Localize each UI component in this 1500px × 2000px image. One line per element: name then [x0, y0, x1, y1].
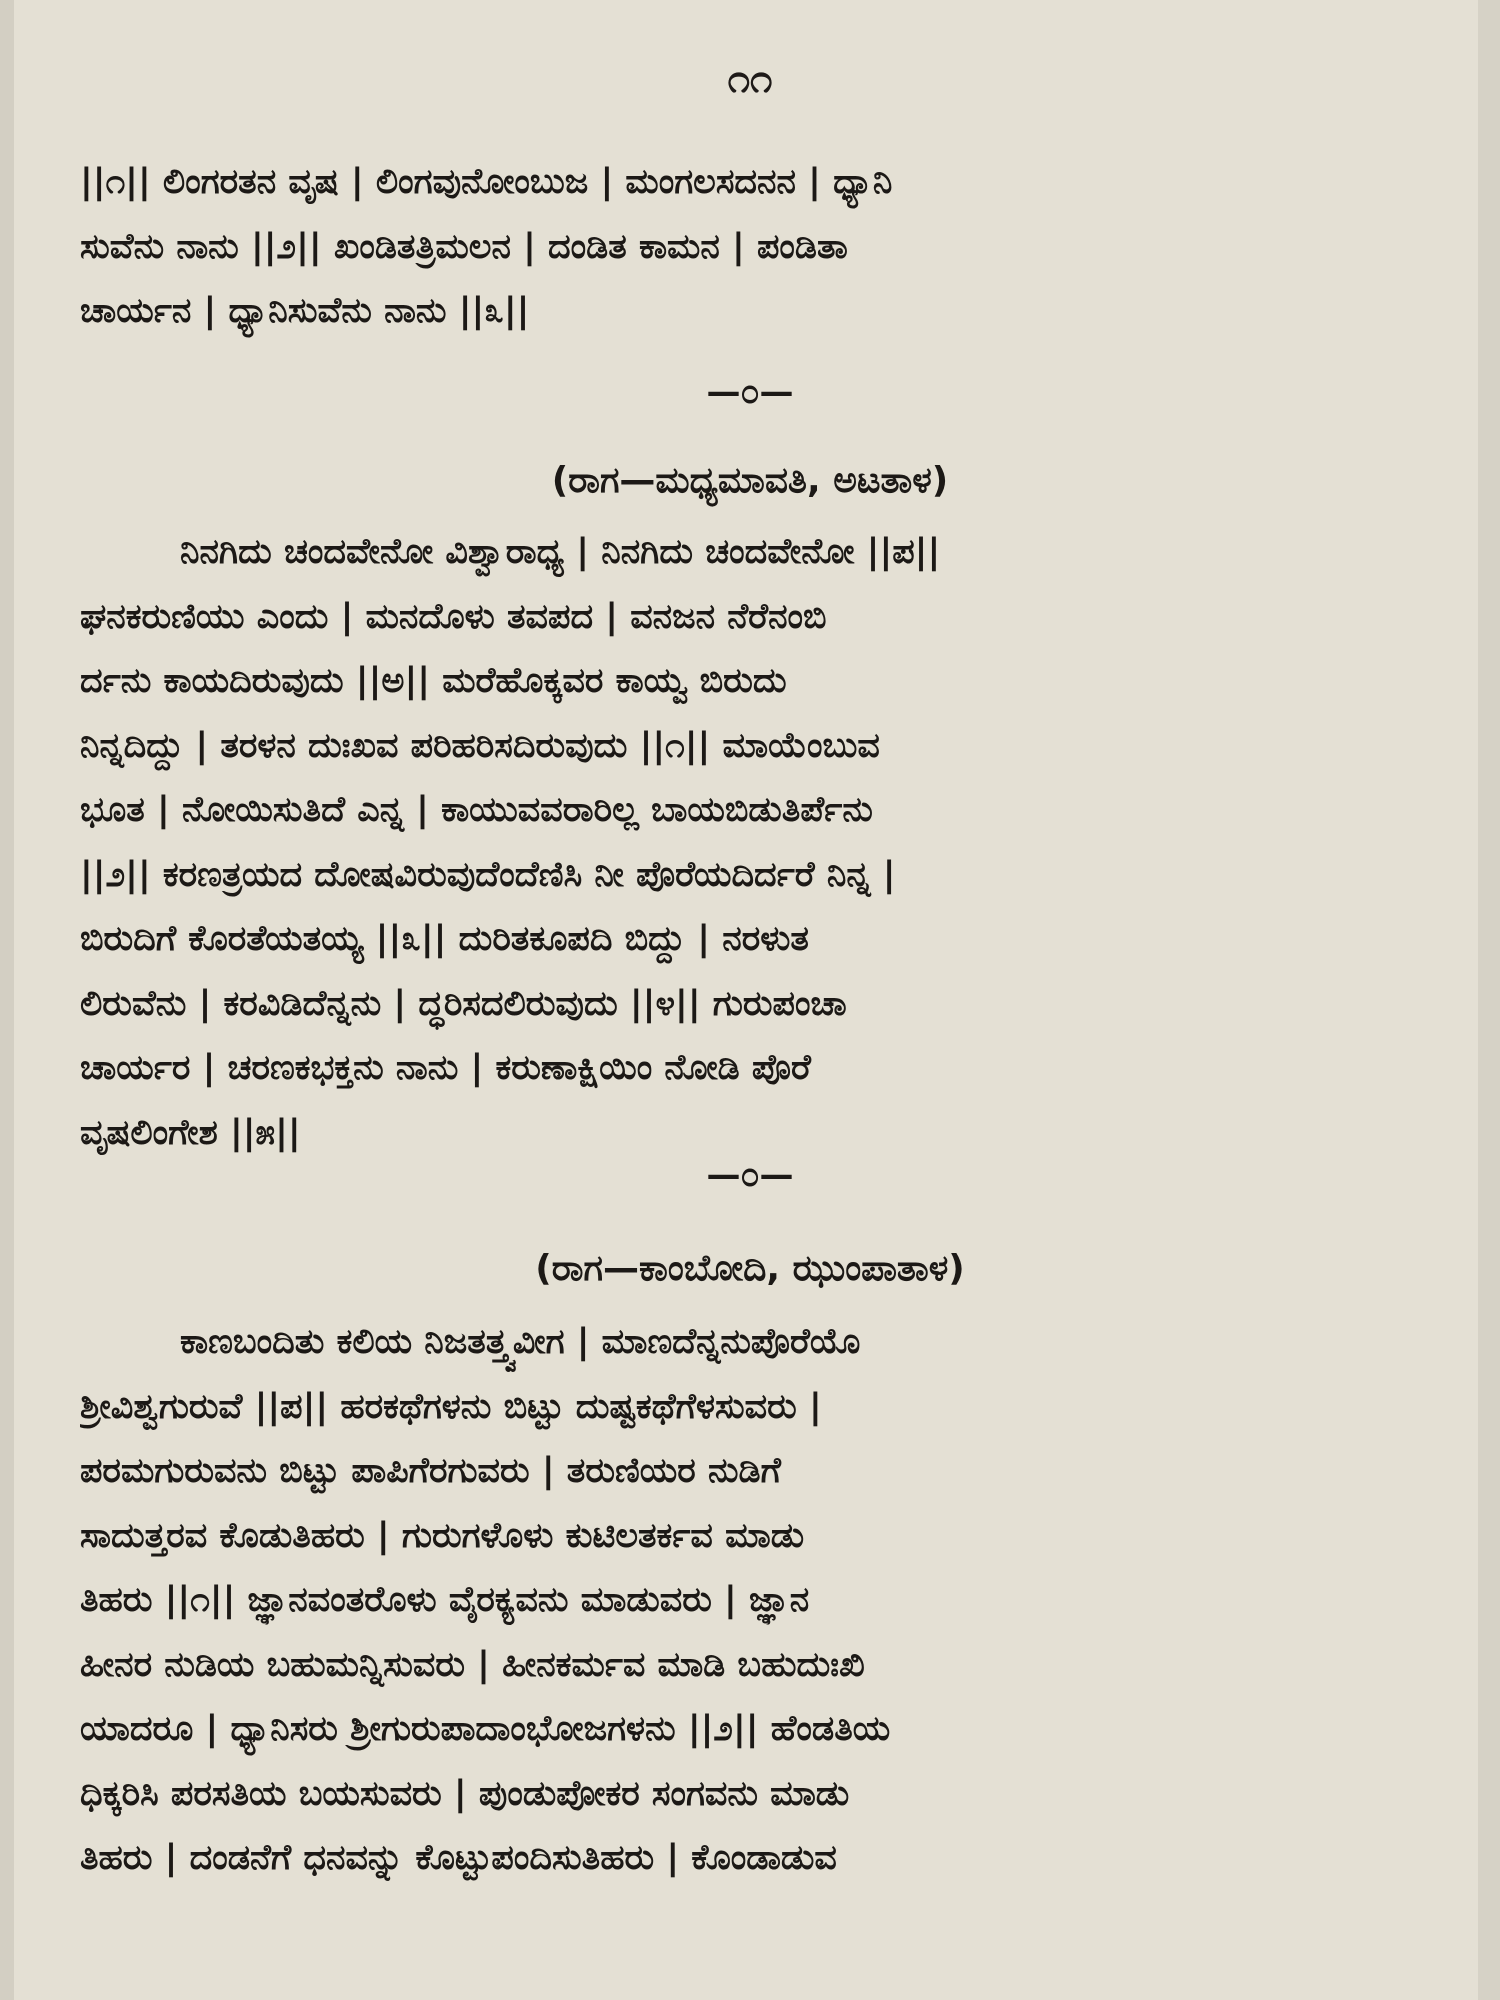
verse-block-1 — [80, 150, 1440, 344]
section-divider: —೦— — [706, 1155, 794, 1195]
verse-block-3 — [80, 1310, 1440, 1891]
verse-line: ಪರಮಗುರುವನು ಬಿಟ್ಟು ಪಾಪಿಗೆರಗುವರು | ತರುಣಿಯರ ನುಡಿಗೆ — [80, 1451, 781, 1491]
verse-line: ನಿನ್ನದಿದ್ದು | ತರಳನ ದುಃಖವ ಪರಿಹರಿಸದಿರುವುದು ||೧|| ಮಾಯೆಂಬುವ — [80, 725, 880, 766]
verse-line: ಘನಕರುಣಿಯು ಎಂದು | ಮನದೊಳು ತವಪದ | ವನಜನ ನೆರೆನಂಬಿ — [80, 596, 827, 637]
raga-heading: (ರಾಗ—ಮಧ್ಯಮಾವತಿ, ಅಟತಾಳ) — [551, 460, 949, 501]
verse-line: ರ್ದನು ಕಾಯದಿರುವುದು ||ಅ|| ಮರೆಹೊಕ್ಕವರ ಕಾಯ್ವ ಬಿರುದು — [80, 661, 787, 701]
verse-line: ಕಾಣಬಂದಿತು ಕಲಿಯ ನಿಜತತ್ತ್ವವೀಗ | ಮಾಣದೆನ್ನನುಪೊರೆಯೊ — [180, 1322, 861, 1362]
page-number: ೧೧ — [727, 56, 773, 102]
verse-line: ಸುವೆನು ನಾನು ||೨|| ಖಂಡಿತತ್ರಿಮಲನ | ದಂಡಿತ ಕಾಮನ | ಪಂಡಿತಾ — [80, 226, 848, 267]
verse-line: ಹೀನರ ನುಡಿಯ ಬಹುಮನ್ನಿಸುವರು | ಹೀನಕರ್ಮವ ಮಾಡಿ ಬಹುದುಃಖಿ — [80, 1644, 865, 1685]
verse-line: ಸಾದುತ್ತರವ ಕೊಡುತಿಹರು | ಗುರುಗಳೊಳು ಕುಟಿಲತರ್ಕವ ಮಾಡು — [80, 1515, 805, 1556]
verse-line: ತಿಹರು ||೧|| ಜ್ಞಾನವಂತರೊಳು ವೈರಕ್ಯವನು ಮಾಡುವರು | ಜ್ಞಾನ — [80, 1580, 810, 1620]
verse-line: ಚಾರ್ಯನ | ಧ್ಯಾನಿಸುವೆನು ನಾನು ||೩|| — [80, 291, 530, 331]
verse-line: ಯಾದರೂ | ಧ್ಯಾನಿಸರು ಶ್ರೀಗುರುಪಾದಾಂಭೋಜಗಳನು ||೨|| ಹೆಂಡತಿಯ — [80, 1709, 891, 1749]
verse-block-2 — [80, 520, 1440, 1165]
verse-line: ||೧|| ಲಿಂಗರತನ ವೃಷ | ಲಿಂಗವುನೋಂಬುಜ | ಮಂಗಲಸದನನ | ಧ್ಯಾನಿ — [80, 162, 893, 202]
verse-line: ತಿಹರು | ದಂಡನೆಗೆ ಧನವನ್ನು ಕೊಟ್ಟುಪಂದಿಸುತಿಹರು | ಕೊಂಡಾಡುವ — [80, 1838, 837, 1878]
verse-line: ವೃಷಲಿಂಗೇಶ ||೫|| — [80, 1112, 301, 1153]
raga-heading: (ರಾಗ—ಕಾಂಬೋದಿ, ಝುಂಪಾತಾಳ) — [535, 1248, 965, 1289]
verse-line: ||೨|| ಕರಣತ್ರಯದ ದೋಷವಿರುವುದೆಂದೆಣಿಸಿ ನೀ ಪೊರೆಯದಿರ್ದರೆ ನಿನ್ನ | — [80, 854, 896, 895]
verse-line: ಬಿರುದಿಗೆ ಕೊರತೆಯತಯ್ಯ ||೩|| ದುರಿತಕೂಪದಿ ಬಿದ್ದು | ನರಳುತ — [80, 919, 809, 959]
verse-line: ಭೂತ | ನೋಯಿಸುತಿದೆ ಎನ್ನ | ಕಾಯುವವರಾರಿಲ್ಲ ಬಾಯಬಿಡುತಿರ್ಪೆನು — [80, 790, 873, 830]
verse-line: ಚಾರ್ಯರ | ಚರಣಕಭಕ್ತನು ನಾನು | ಕರುಣಾಕ್ಷಿಯಿಂ ನೋಡಿ ಪೊರೆ — [80, 1048, 811, 1088]
verse-line: ನಿನಗಿದು ಚಂದವೇನೋ ವಿಶ್ವಾರಾಧ್ಯ | ನಿನಗಿದು ಚಂದವೇನೋ ||ಪ|| — [180, 532, 941, 572]
section-divider: —೦— — [706, 372, 794, 412]
verse-line: ಧಿಕ್ಕರಿಸಿ ಪರಸತಿಯ ಬಯಸುವರು | ಪುಂಡುಪೋಕರ ಸಂಗವನು ಮಾಡು — [80, 1773, 850, 1814]
verse-line: ಲಿರುವೆನು | ಕರವಿಡಿದೆನ್ನನು | ದ್ಧರಿಸದಲಿರುವುದು ||೪|| ಗುರುಪಂಚಾ — [80, 983, 847, 1024]
verse-line: ಶ್ರೀವಿಶ್ವಗುರುವೆ ||ಪ|| ಹರಕಥೆಗಳನು ಬಿಟ್ಟು ದುಷ್ಟಕಥೆಗೆಳಸುವರು | — [80, 1386, 822, 1427]
